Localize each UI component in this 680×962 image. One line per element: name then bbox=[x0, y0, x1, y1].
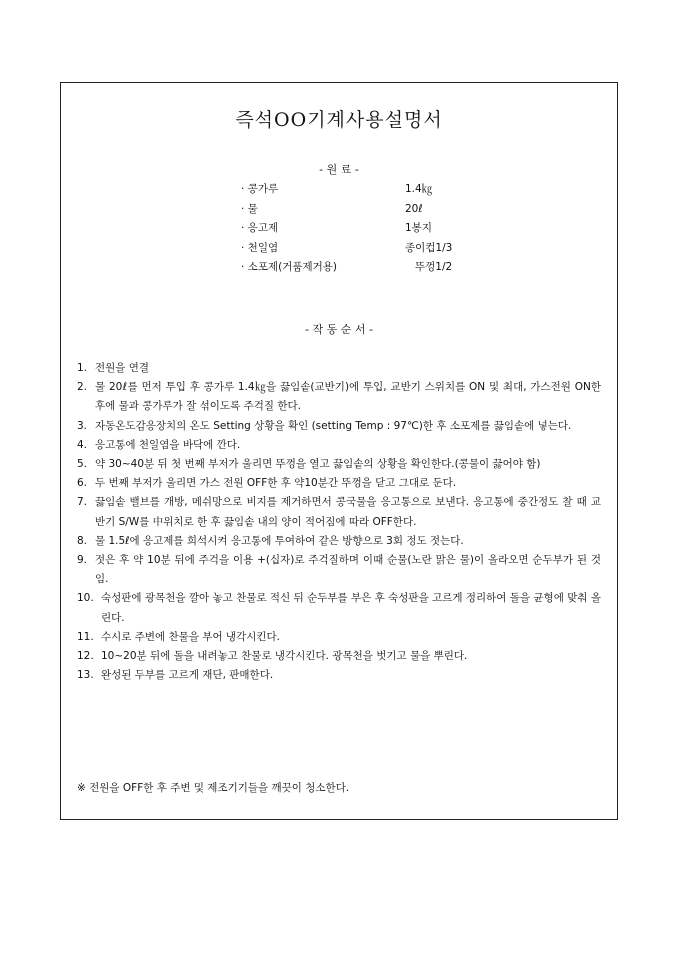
step-text: 물 20ℓ를 먼저 투입 후 콩가루 1.4㎏을 끓임솥(교반기)에 투입, 교반기 스위치를 ON 및 최대, 가스전원 ON한 후에 물과 콩가루가 잘 섞이도록 주걱질 한다. bbox=[95, 381, 601, 413]
ingredient-amount: 20ℓ bbox=[405, 202, 423, 215]
step-number: 9. bbox=[77, 554, 88, 567]
list-item bbox=[77, 532, 601, 551]
step-text: 물 1.5ℓ에 응고제를 희석시켜 응고통에 투여하여 같은 방향으로 3회 정도 젓는다. bbox=[95, 534, 464, 547]
ingredient-amount: 1봉지 bbox=[405, 222, 432, 234]
list-item bbox=[77, 647, 601, 666]
cleaning-note: ※ 전원을 OFF한 후 주변 및 제조기기들을 깨끗이 청소한다. bbox=[77, 782, 350, 794]
step-text: 수시로 주변에 찬물을 부어 냉각시킨다. bbox=[101, 630, 280, 643]
step-text: 숙성판에 광목천을 깔아 놓고 찬물로 적신 뒤 순두부를 부은 후 숙성판을 고르게 정리하여 돌을 균형에 맞춰 올린다. bbox=[101, 592, 601, 624]
list-item bbox=[77, 436, 601, 455]
list-item bbox=[77, 628, 601, 647]
list-item bbox=[77, 417, 601, 436]
step-number: 7. bbox=[77, 496, 88, 509]
step-number: 3. bbox=[77, 419, 88, 432]
step-text: 약 30~40분 뒤 첫 번째 부저가 울리면 뚜껑을 열고 끓임솥의 상황을 확인한다.(콩물이 끓어야 함) bbox=[95, 458, 541, 471]
ingredient-row bbox=[241, 239, 452, 259]
ingredients-heading: - 원 료 - bbox=[319, 163, 359, 176]
ingredients-list bbox=[241, 180, 452, 278]
list-item bbox=[77, 589, 601, 627]
step-text: 응고통에 천일염을 바닥에 깐다. bbox=[95, 438, 241, 451]
steps-heading: - 작 동 순 서 - bbox=[305, 323, 373, 336]
ingredient-amount: 뚜껑1/2 bbox=[405, 261, 453, 273]
step-number: 12. bbox=[77, 650, 94, 663]
step-number: 13. bbox=[77, 669, 94, 682]
list-item bbox=[77, 378, 601, 416]
step-text: 전원을 연결 bbox=[95, 362, 150, 374]
document-frame bbox=[60, 82, 618, 820]
step-text: 10~20분 뒤에 돌을 내려놓고 찬물로 냉각시킨다. 광목천을 벗기고 물을 뿌린다. bbox=[101, 650, 468, 663]
list-item bbox=[77, 474, 601, 493]
step-number: 4. bbox=[77, 438, 88, 451]
step-number: 1. bbox=[77, 362, 88, 374]
step-text: 자동온도감응장치의 온도 Setting 상황을 확인 (setting Temp : 97℃)한 후 소포제를 끓임솥에 넣는다. bbox=[95, 419, 572, 432]
ingredient-name: · 응고제 bbox=[241, 222, 279, 234]
ingredient-amount: 1.4㎏ bbox=[405, 183, 433, 195]
step-number: 5. bbox=[77, 458, 88, 471]
ingredient-name: · 물 bbox=[241, 202, 258, 215]
list-item bbox=[77, 493, 601, 531]
step-number: 2. bbox=[77, 381, 88, 394]
step-text: 젓은 후 약 10분 뒤에 주걱을 이용 +(십자)로 주걱질하며 이때 순물(노란 맑은 물)이 올라오면 순두부가 된 것임. bbox=[95, 554, 601, 586]
document-title: 즉석OO기계사용설명서 bbox=[235, 109, 443, 131]
list-item bbox=[77, 359, 601, 378]
ingredient-row bbox=[241, 180, 452, 200]
step-number: 10. bbox=[77, 592, 94, 605]
ingredient-amount: 종이컵1/3 bbox=[405, 241, 453, 254]
ingredient-row bbox=[241, 258, 452, 278]
step-text: 완성된 두부를 고르게 재단, 판매한다. bbox=[101, 669, 274, 682]
ingredient-row bbox=[241, 200, 452, 220]
list-item bbox=[77, 551, 601, 589]
step-number: 11. bbox=[77, 630, 94, 643]
list-item bbox=[77, 666, 601, 685]
ingredient-name: · 소포제(거품제거용) bbox=[241, 261, 338, 273]
step-text: 두 번째 부저가 울리면 가스 전원 OFF한 후 약10분간 뚜껑을 닫고 그대로 둔다. bbox=[95, 477, 457, 490]
steps-list bbox=[77, 359, 601, 685]
ingredient-name: · 콩가루 bbox=[241, 183, 279, 195]
ingredient-row bbox=[241, 219, 452, 239]
list-item bbox=[77, 455, 601, 474]
ingredient-name: · 천일염 bbox=[241, 241, 279, 254]
step-number: 6. bbox=[77, 477, 88, 490]
step-number: 8. bbox=[77, 534, 88, 547]
step-text: 끓임솥 밸브를 개방, 메쉬망으로 비지를 제거하면서 콩국물을 응고통으로 보낸다. 응고통에 중간정도 찰 때 교반기 S/W를 中위치로 한 후 끓임솥 내의 양이 적어짐에 따라 OFF한다. bbox=[95, 496, 601, 528]
